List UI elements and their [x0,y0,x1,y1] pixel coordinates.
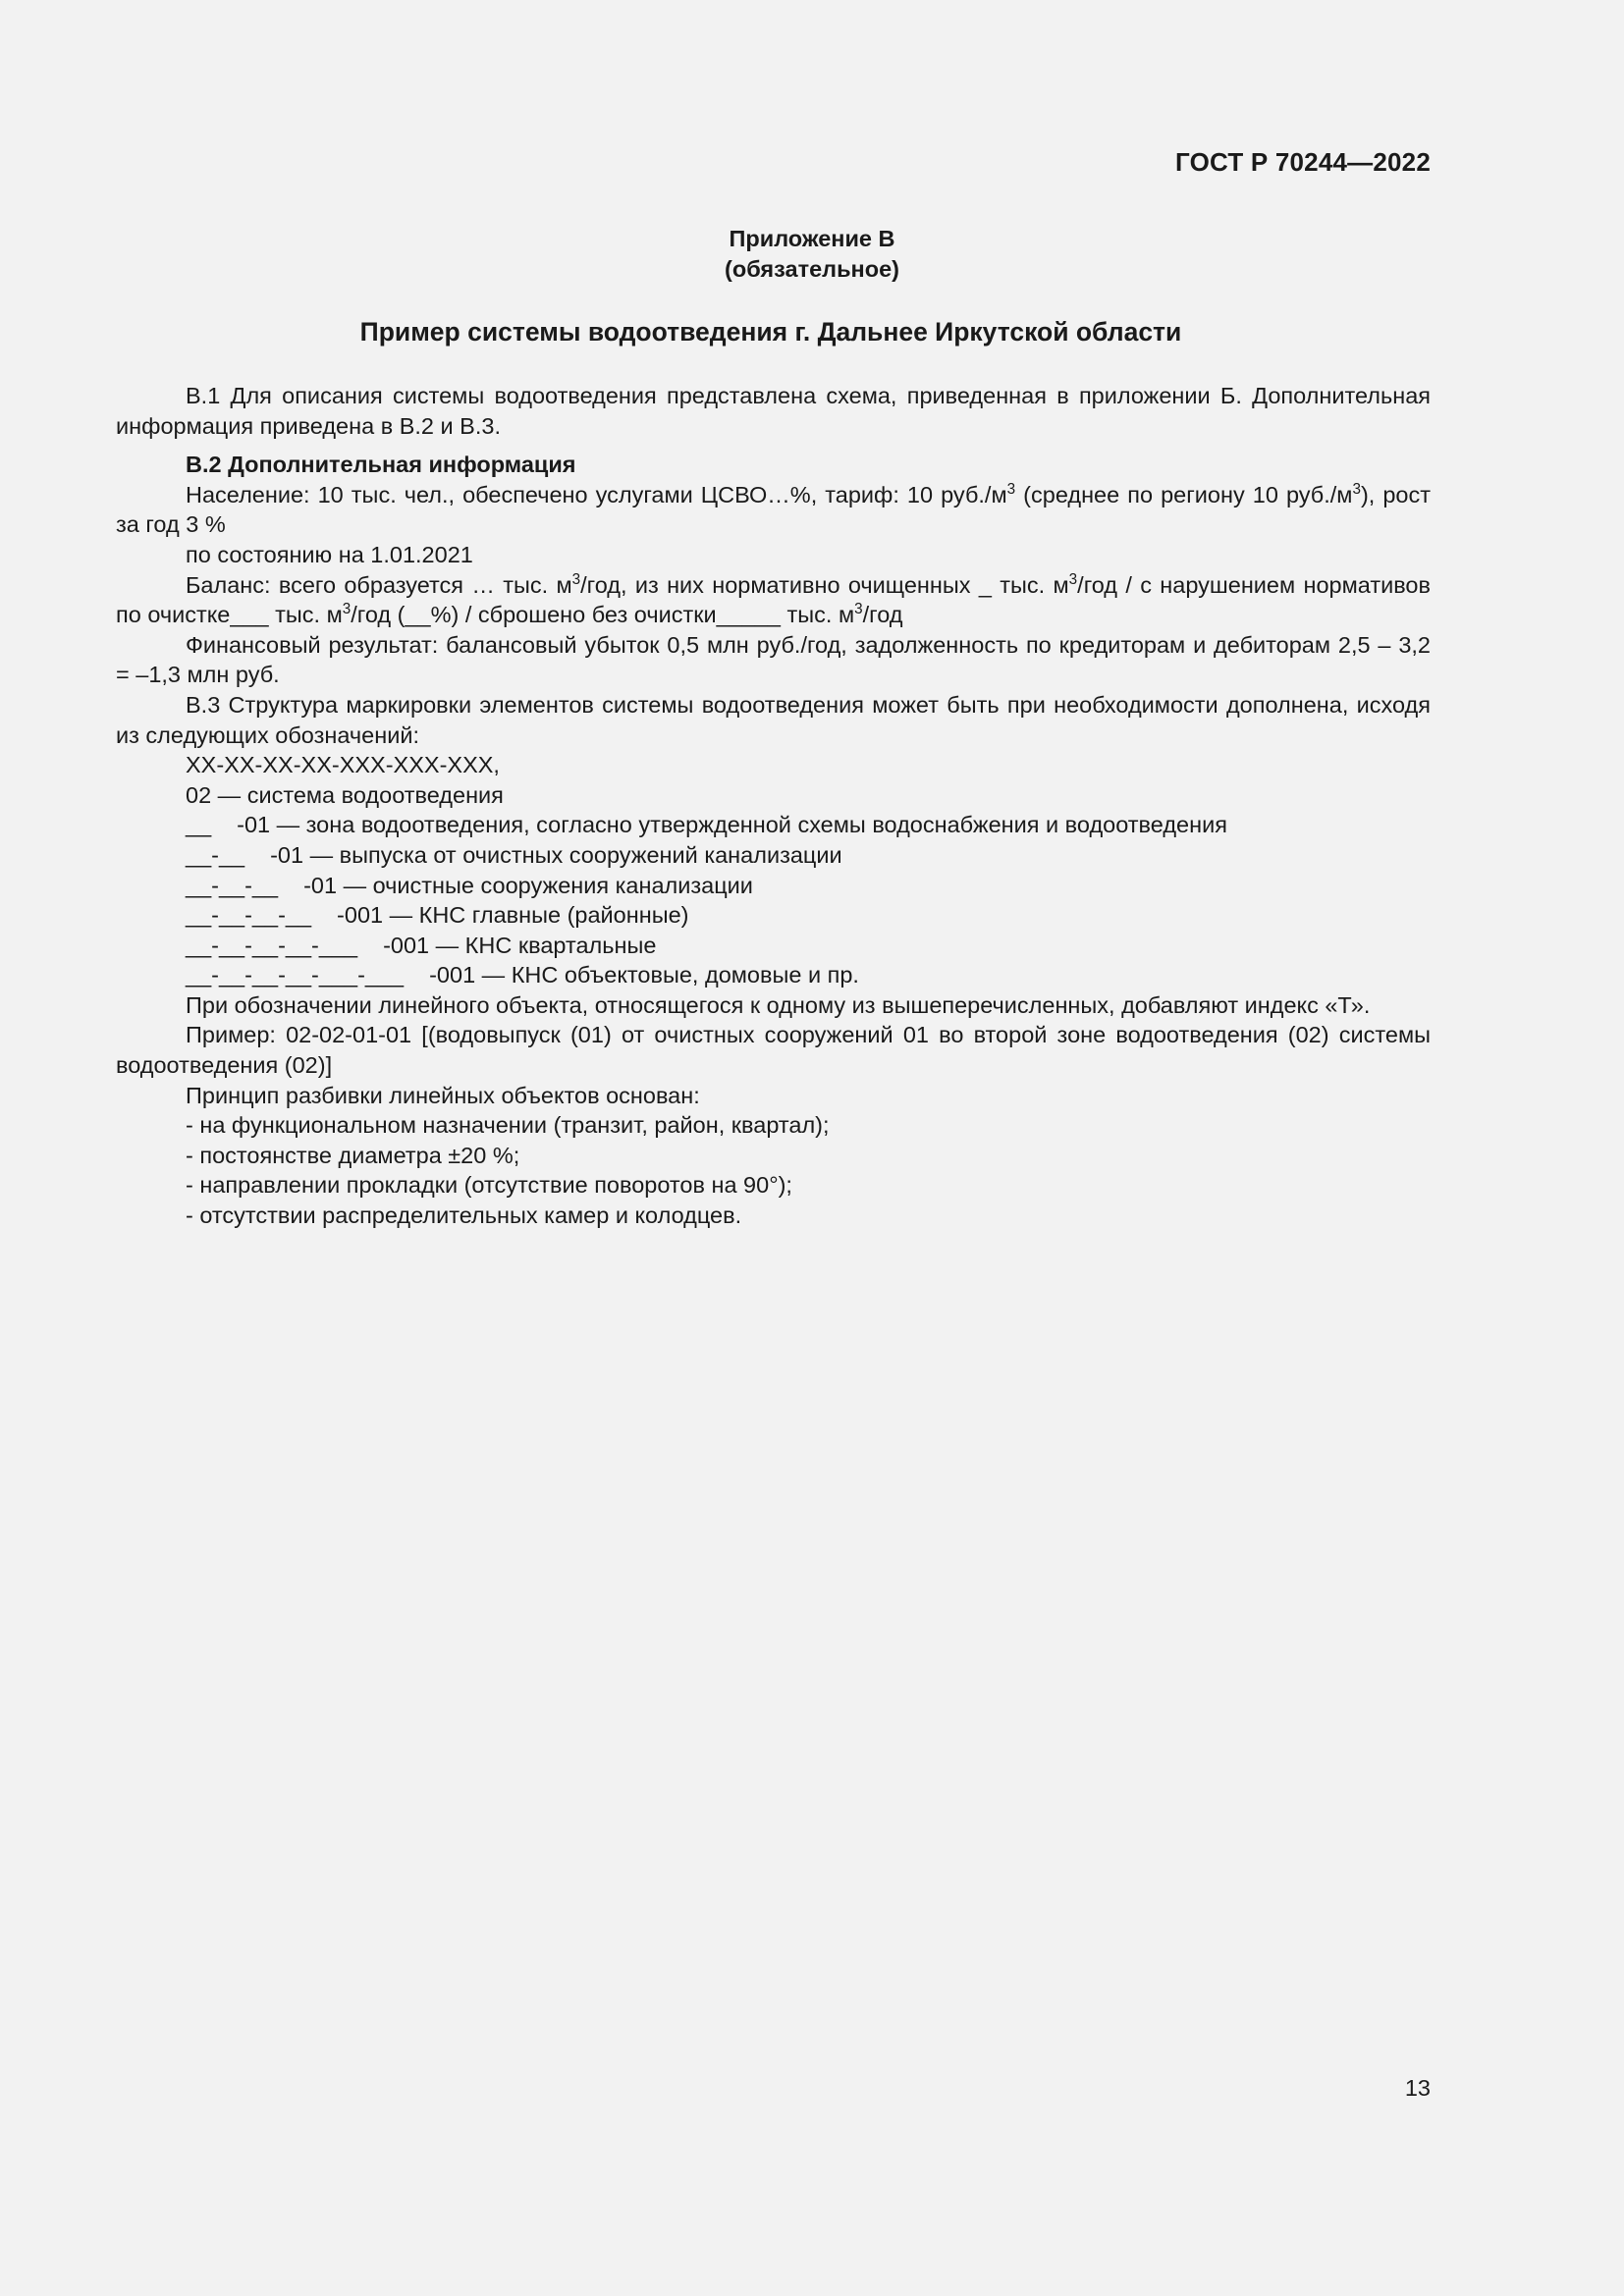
document-body [116,381,1431,1231]
code-description: -001 — КНС квартальные [383,932,657,958]
code-prefix: __-__-__-__ [186,902,312,929]
balance-superscript-4: 3 [854,601,863,618]
code-description: -001 — КНС объектовые, домовые и пр. [429,962,859,988]
balance-superscript-1: 3 [571,570,581,588]
code-line [116,931,1431,961]
list-item: - отсутствии распределительных камер и колодцев. [186,1202,742,1229]
balance-text-a: Баланс: всего образуется … тыс. м [186,571,572,598]
balance-superscript-3: 3 [342,601,352,618]
code-line [116,900,1431,931]
paragraph-balance [116,570,1431,630]
code-prefix: __-__-__-__-___-___ [186,962,405,988]
page-title: Пример системы водоотведения г. Дальнее Иркутской области [359,317,1182,347]
paragraph-linear-note: При обозначении линейного объекта, относящегося к одному из вышеперечисленных, добавляют индекс «Т». [186,991,1371,1018]
list-item: - на функциональном назначении (транзит, район, квартал); [186,1112,830,1139]
population-text-a: Население: 10 тыс. чел., обеспечено услугами ЦСВО…%, тариф: 10 руб./м [186,481,1007,507]
population-superscript-2: 3 [1352,480,1361,498]
appendix-heading [0,224,1624,285]
population-superscript-1: 3 [1006,480,1016,498]
code-description: -001 — КНС главные (районные) [337,902,689,929]
balance-superscript-2: 3 [1068,570,1078,588]
code-system: 02 — система водоотведения [186,781,504,808]
paragraph-population [116,480,1431,540]
appendix-status: (обязательное) [725,256,899,282]
paragraph-b1: В.1 Для описания системы водоотведения представлена схема, приведенная в приложении Б. Дополнительная информация приведена в В.2 и В.3. [116,383,1431,439]
code-line [116,960,1431,990]
section-heading-b2: В.2 Дополнительная информация [186,452,576,478]
code-prefix: __-__ [186,841,245,868]
appendix-title: Приложение В [729,226,895,251]
code-line [116,810,1431,840]
population-text-c: ), рост за год 3 % [116,481,1431,538]
page-number: 13 [1404,2075,1431,2101]
population-text-b: (среднее по региону 10 руб./м [1015,481,1353,507]
balance-text-b: /год, из них нормативно очищенных _ тыс. м [580,571,1069,598]
list-item: - направлении прокладки (отсутствие поворотов на 90°); [186,1172,792,1199]
marking-pattern: ХХ-ХХ-ХХ-ХХ-ХХХ-ХХХ-ХХХ, [186,752,500,778]
paragraph-finance: Финансовый результат: балансовый убыток 0,5 млн руб./год, задолженность по кредиторам и дебиторам 2,5 – 3,2 = –1,3 млн руб. [116,631,1431,688]
code-description: -01 — очистные сооружения канализации [303,872,753,898]
paragraph-example: Пример: 02-02-01-01 [(водовыпуск (01) от очистных сооружений 01 во второй зоне водоотведения (02) системы водоотведения (02)] [116,1022,1431,1079]
paragraph-b3-intro: В.3 Структура маркировки элементов системы водоотведения может быть при необходимости дополнена, исходя из следующих обозначений: [116,691,1431,748]
paragraph-as-of: по состоянию на 1.01.2021 [186,541,473,567]
code-description: -01 — выпуска от очистных сооружений канализации [270,841,842,868]
paragraph-principle: Принцип разбивки линейных объектов основан: [186,1082,700,1108]
code-description: -01 — зона водоотведения, согласно утвержденной схемы водоснабжения и водоотведения [237,812,1227,838]
document-code: ГОСТ Р 70244—2022 [1175,147,1431,177]
code-prefix: __ [186,812,212,838]
list-item: - постоянстве диаметра ±20 %; [186,1142,520,1168]
balance-text-c: /год / с нарушением нормативов по очистке___ тыс. м [116,571,1431,628]
code-prefix: __-__-__ [186,872,279,898]
code-line [116,840,1431,871]
code-prefix: __-__-__-__-___ [186,932,358,958]
balance-text-d: /год (__%) / сброшено без очистки_____ тыс. м [351,602,855,628]
code-line [116,871,1431,901]
balance-text-e: /год [862,602,903,628]
